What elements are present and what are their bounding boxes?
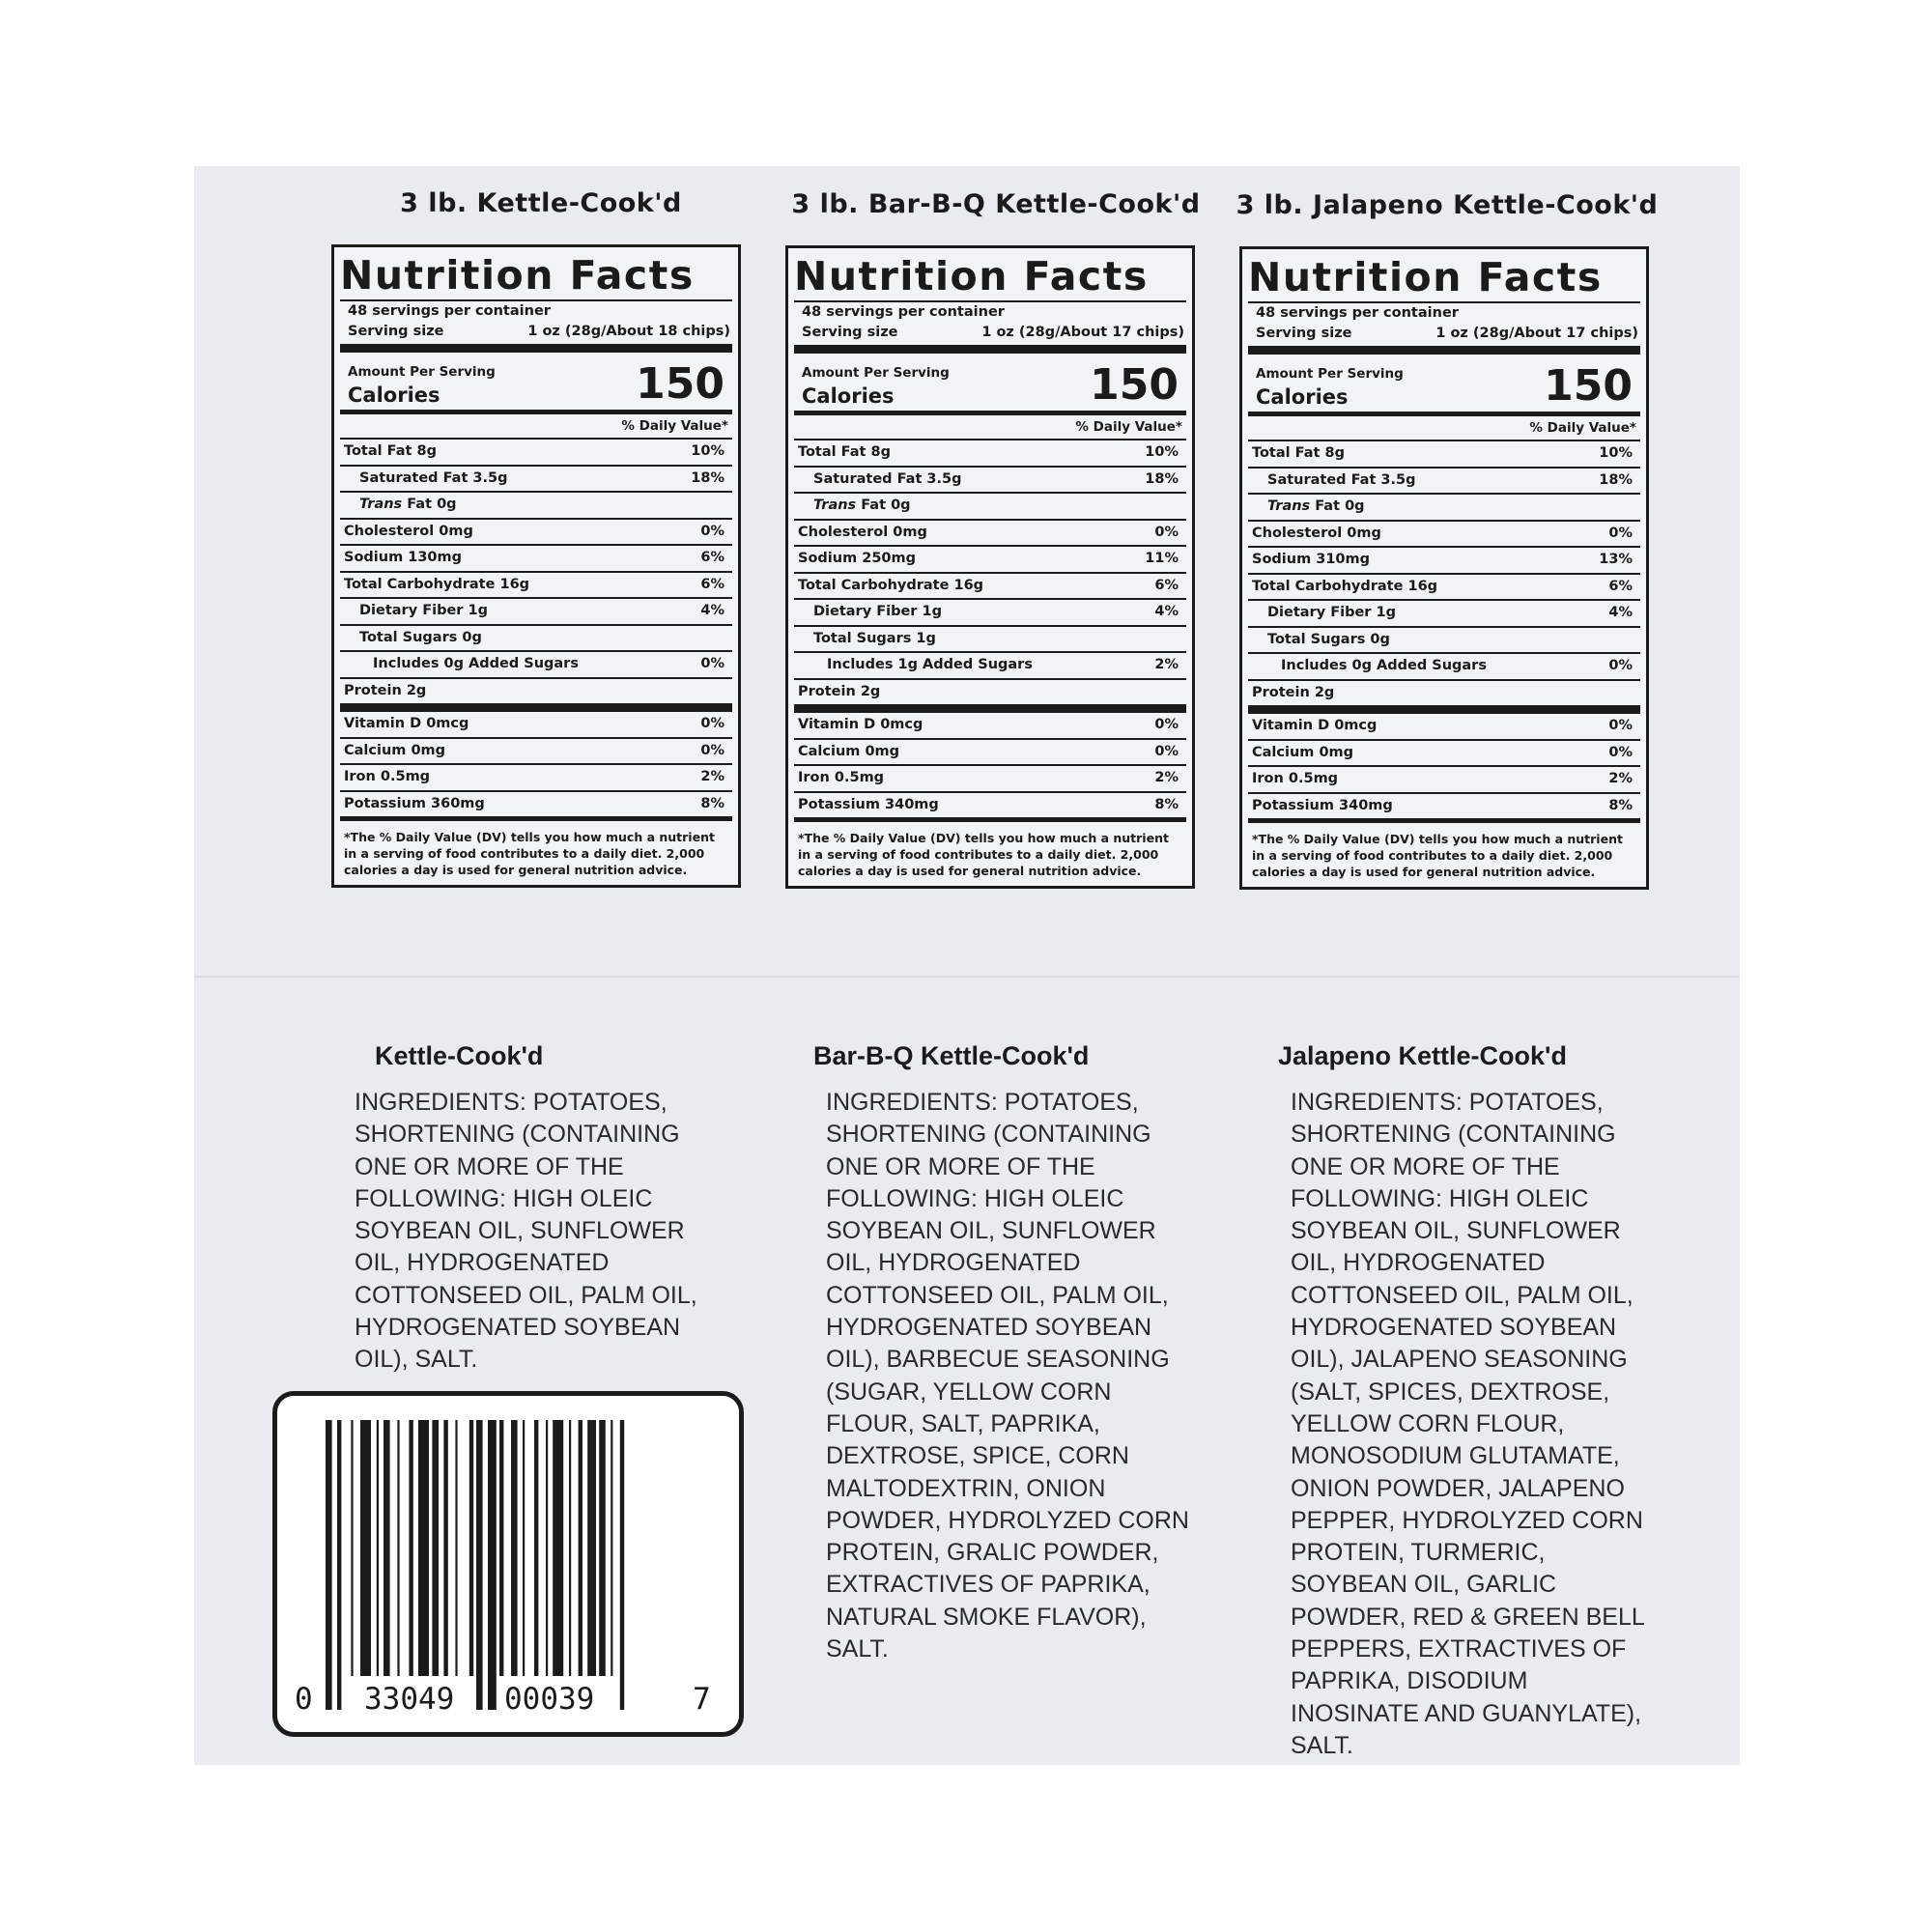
ingredient-line: (SUGAR, YELLOW CORN xyxy=(826,1378,1112,1406)
vitamin-row xyxy=(340,792,732,817)
ingredient-line: SOYBEAN OIL, SUNFLOWER xyxy=(1291,1217,1621,1245)
nutrient-row xyxy=(794,600,1186,627)
nutrient-dv: 18% xyxy=(691,469,724,486)
ingredients-title-bbq: Bar-B-Q Kettle-Cook'd xyxy=(813,1041,1090,1070)
vitamin-name: Potassium 340mg xyxy=(1252,797,1393,813)
nutrient-name: Total Carbohydrate 16g xyxy=(1252,578,1438,594)
barcode-bar xyxy=(351,1420,353,1676)
vitamin-row xyxy=(340,739,732,766)
ingredient-line: HYDROGENATED SOYBEAN xyxy=(355,1314,681,1342)
ingredient-line: PAPRIKA, DISODIUM xyxy=(1291,1667,1528,1695)
serving-size-value: 1 oz (28g/About 17 chips) xyxy=(1435,326,1638,341)
amount-per-serving: Amount Per Serving xyxy=(348,364,496,380)
nutrient-row xyxy=(794,547,1186,574)
vitamin-name: Iron 0.5mg xyxy=(1252,771,1339,786)
ingredient-line: ONE OR MORE OF THE xyxy=(826,1152,1095,1180)
nutrient-row xyxy=(1248,522,1640,549)
vitamin-name: Iron 0.5mg xyxy=(798,770,885,785)
nutrient-name: Saturated Fat 3.5g xyxy=(1267,471,1416,488)
serving-size-label: Serving size xyxy=(802,325,898,340)
barcode-digit-lead: 0 xyxy=(295,1682,313,1717)
barcode-bar xyxy=(579,1420,582,1676)
vitamin-name: Vitamin D 0mcg xyxy=(344,716,469,731)
barcode-bar xyxy=(360,1420,371,1676)
ingredient-line: INGREDIENTS: POTATOES, xyxy=(1291,1089,1604,1116)
vitamin-name: Calcium 0mg xyxy=(1252,744,1354,760)
nutrient-row xyxy=(794,440,1186,468)
vitamin-dv: 0% xyxy=(1608,718,1633,733)
nutrient-row xyxy=(340,546,732,573)
nutrient-dv: 2% xyxy=(1154,657,1179,672)
ingredient-line: OIL), SALT. xyxy=(355,1346,478,1374)
barcode-bar xyxy=(499,1420,503,1676)
ingredient-line: FOLLOWING: HIGH OLEIC xyxy=(1291,1184,1589,1212)
barcode-digits-right: 00039 xyxy=(504,1682,595,1717)
servings-per-container: 48 servings per container xyxy=(802,304,1005,320)
upc-barcode xyxy=(272,1391,744,1737)
ingredient-line: MALTODEXTRIN, ONION xyxy=(826,1474,1106,1502)
nutrient-name: Dietary Fiber 1g xyxy=(813,604,942,619)
ingredient-line: PEPPERS, EXTRACTIVES OF xyxy=(1291,1635,1627,1663)
nutrient-dv: 0% xyxy=(1154,524,1179,540)
ingredient-line: SHORTENING (CONTAINING xyxy=(826,1121,1151,1149)
ingredient-line: INGREDIENTS: POTATOES, xyxy=(826,1089,1139,1116)
nutrient-row xyxy=(794,574,1186,601)
nutrient-name: Includes 0g Added Sugars xyxy=(373,656,579,671)
ingredient-line: COTTONSEED OIL, PALM OIL, xyxy=(1291,1281,1634,1309)
ingredient-line: MONOSODIUM GLUTAMATE, xyxy=(1291,1442,1620,1470)
nutrient-dv: 6% xyxy=(1608,578,1633,594)
ingredient-line: DEXTROSE, SPICE, CORN xyxy=(826,1442,1129,1470)
ingredient-line: OIL, HYDROGENATED xyxy=(355,1249,610,1277)
nutrient-name: Dietary Fiber 1g xyxy=(1267,605,1396,620)
ingredients-title-jalapeno: Jalapeno Kettle-Cook'd xyxy=(1278,1041,1567,1070)
calories-label: Calories xyxy=(348,384,440,407)
nutrient-row xyxy=(1248,495,1640,522)
nutrient-name: Protein 2g xyxy=(344,682,427,698)
ingredient-line: ONION POWDER, JALAPENO xyxy=(1291,1474,1625,1502)
barcode-bar xyxy=(455,1420,457,1676)
vitamin-name: Vitamin D 0mcg xyxy=(1252,718,1378,733)
nutrient-row xyxy=(340,573,732,600)
vitamin-row xyxy=(1248,767,1640,794)
nutrient-name: Total Sugars 0g xyxy=(1267,631,1390,647)
ingredient-line: POWDER, HYDROLYZED CORN xyxy=(826,1506,1189,1534)
nutrient-name: Protein 2g xyxy=(798,683,881,699)
nutrient-name: Protein 2g xyxy=(1252,684,1335,700)
nutrient-name: Sodium 250mg xyxy=(798,551,916,566)
calories-value: 150 xyxy=(636,359,724,409)
serving-size xyxy=(794,322,1186,343)
ingredients-title-original: Kettle-Cook'd xyxy=(375,1041,544,1070)
barcode-bar xyxy=(599,1420,606,1676)
nutrient-name: Sodium 310mg xyxy=(1252,552,1370,567)
nutrient-name: Total Fat 8g xyxy=(344,443,437,459)
nutrient-name: Total Fat 8g xyxy=(1252,445,1345,461)
barcode-bar xyxy=(377,1420,379,1676)
ingredient-line: FOLLOWING: HIGH OLEIC xyxy=(355,1184,653,1212)
ingredient-line: SOYBEAN OIL, GARLIC xyxy=(1291,1571,1557,1599)
vitamin-dv: 0% xyxy=(1608,744,1633,760)
ingredient-line: INOSINATE AND GUANYLATE), xyxy=(1291,1699,1642,1727)
vitamin-name: Potassium 360mg xyxy=(344,795,485,811)
ingredient-line: SALT. xyxy=(826,1635,889,1663)
ingredient-line: COTTONSEED OIL, PALM OIL, xyxy=(355,1281,697,1309)
nutrient-dv: 0% xyxy=(1608,658,1633,673)
barcode-bar xyxy=(326,1420,332,1710)
nutrient-row xyxy=(340,467,732,494)
nutrient-dv: 6% xyxy=(700,576,724,592)
nutrient-dv: 10% xyxy=(1145,444,1179,460)
ingredients-list-original xyxy=(355,1087,722,1377)
nutrient-dv: 4% xyxy=(1608,605,1633,620)
barcode-bar xyxy=(587,1420,596,1676)
daily-value-footnote: *The % Daily Value (DV) tells you how much a nutrient in a serving of food contributes to a daily diet. 2,000 calories a day is used for general nutrition advice. xyxy=(798,831,1169,878)
ingredient-line: HYDROGENATED SOYBEAN xyxy=(826,1314,1152,1342)
barcode-bar xyxy=(511,1420,518,1676)
barcode-bar xyxy=(488,1420,497,1710)
nutrient-name: Dietary Fiber 1g xyxy=(359,603,488,618)
ingredient-line: ONE OR MORE OF THE xyxy=(355,1152,624,1180)
nutrient-name: Total Carbohydrate 16g xyxy=(798,577,984,593)
serving-size-value: 1 oz (28g/About 17 chips) xyxy=(981,325,1184,340)
nutrition-heading-jalapeno: 3 lb. Jalapeno Kettle-Cook'd xyxy=(1236,190,1659,220)
nutrient-row xyxy=(340,599,732,626)
barcode-bar xyxy=(611,1420,612,1676)
vitamin-row xyxy=(1248,714,1640,741)
ingredient-line: FLOUR, SALT, PAPRIKA, xyxy=(826,1409,1100,1437)
nutrient-row xyxy=(340,679,732,704)
calories-block xyxy=(340,353,732,407)
nutrient-name: Total Sugars 0g xyxy=(359,629,482,645)
vitamin-name: Calcium 0mg xyxy=(344,742,446,758)
nutrient-row xyxy=(1248,601,1640,628)
calories-value: 150 xyxy=(1090,360,1179,410)
nutrient-row xyxy=(794,653,1186,680)
nutrient-name: Saturated Fat 3.5g xyxy=(359,469,508,486)
barcode-bar xyxy=(409,1420,412,1676)
vitamin-row xyxy=(794,713,1186,740)
serving-size-label: Serving size xyxy=(1256,326,1352,341)
nutrient-dv: 6% xyxy=(1154,577,1179,593)
barcode-bar xyxy=(553,1420,563,1676)
nutrient-name: Total Fat 8g xyxy=(798,444,891,460)
nutrient-row xyxy=(1248,628,1640,655)
nutrient-row xyxy=(794,468,1186,495)
ingredient-line: COTTONSEED OIL, PALM OIL, xyxy=(826,1281,1169,1309)
barcode-digit-check: 7 xyxy=(693,1682,711,1717)
nutrient-row xyxy=(340,520,732,547)
ingredient-line: ONE OR MORE OF THE xyxy=(1291,1152,1560,1180)
barcode-bar xyxy=(569,1420,571,1676)
ingredient-line: INGREDIENTS: POTATOES, xyxy=(355,1089,668,1116)
barcode-digits xyxy=(277,1682,739,1720)
nutrient-dv: 18% xyxy=(1599,471,1633,488)
nutrient-dv: 4% xyxy=(700,603,724,618)
nutrient-dv: 10% xyxy=(691,443,724,459)
vitamin-row xyxy=(340,765,732,792)
amount-per-serving: Amount Per Serving xyxy=(802,365,950,381)
nutrient-row xyxy=(794,680,1186,705)
servings-per-container: 48 servings per container xyxy=(1256,305,1459,321)
vitamin-row xyxy=(340,712,732,739)
ingredients-list-bbq xyxy=(826,1087,1193,1665)
nutrition-heading-original: 3 lb. Kettle-Cook'd xyxy=(400,188,682,218)
nutrient-name: Trans Fat 0g xyxy=(813,497,911,513)
ingredient-line: SOYBEAN OIL, SUNFLOWER xyxy=(826,1217,1156,1245)
nutrient-name: Saturated Fat 3.5g xyxy=(813,470,962,487)
nutrient-row xyxy=(1248,575,1640,602)
vitamin-dv: 8% xyxy=(1608,797,1633,813)
barcode-bar xyxy=(337,1420,341,1710)
calories-block xyxy=(794,354,1186,408)
nutrient-dv: 0% xyxy=(700,523,724,539)
vitamin-dv: 0% xyxy=(1154,717,1179,732)
calories-label: Calories xyxy=(1256,385,1349,409)
nutrient-row xyxy=(1248,469,1640,496)
nutrient-dv: 13% xyxy=(1599,552,1633,567)
ingredient-line: EXTRACTIVES OF PAPRIKA, xyxy=(826,1571,1151,1599)
barcode-digits-left: 33049 xyxy=(364,1682,455,1717)
barcode-bar xyxy=(432,1420,439,1676)
vitamin-dv: 2% xyxy=(1154,770,1179,785)
nutrition-facts-title: Nutrition Facts xyxy=(1248,254,1603,300)
nutrient-row xyxy=(340,652,732,679)
vitamin-row xyxy=(1248,794,1640,819)
barcode-bar xyxy=(546,1420,548,1676)
ingredient-line: HYDROGENATED SOYBEAN xyxy=(1291,1314,1617,1342)
ingredient-line: PEPPER, HYDROLYZED CORN xyxy=(1291,1506,1643,1534)
vitamin-name: Iron 0.5mg xyxy=(344,769,431,784)
vitamin-dv: 2% xyxy=(1608,771,1633,786)
ingredient-line: YELLOW CORN FLOUR, xyxy=(1291,1409,1565,1437)
ingredient-line: NATURAL SMOKE FLAVOR), xyxy=(826,1603,1147,1631)
nutrient-name: Cholesterol 0mg xyxy=(798,524,927,540)
barcode-bar xyxy=(418,1420,429,1676)
vitamin-row xyxy=(794,793,1186,818)
serving-size-label: Serving size xyxy=(348,324,444,339)
nutrient-dv: 6% xyxy=(700,550,724,565)
nutrient-row xyxy=(1248,654,1640,681)
barcode-bar xyxy=(476,1420,483,1710)
daily-value-footnote: *The % Daily Value (DV) tells you how much a nutrient in a serving of food contributes to a daily diet. 2,000 calories a day is used for general nutrition advice. xyxy=(344,830,715,877)
nutrient-row xyxy=(340,493,732,520)
calories-value: 150 xyxy=(1544,361,1633,411)
nutrient-dv: 18% xyxy=(1145,470,1179,487)
nutrient-name: Total Sugars 1g xyxy=(813,630,936,646)
barcode-bar xyxy=(523,1420,525,1676)
vitamin-dv: 8% xyxy=(1154,796,1179,812)
nutrient-row xyxy=(794,521,1186,548)
daily-value-footnote: *The % Daily Value (DV) tells you how much a nutrient in a serving of food contributes to a daily diet. 2,000 calories a day is used for general nutrition advice. xyxy=(1252,832,1623,879)
nutrient-row xyxy=(340,626,732,653)
ingredient-line: SALT. xyxy=(1291,1731,1353,1759)
nutrition-facts-jalapeno xyxy=(1239,246,1649,890)
nutrient-row xyxy=(340,440,732,467)
nutrient-row xyxy=(1248,441,1640,469)
barcode-bar xyxy=(469,1420,473,1676)
ingredient-line: SHORTENING (CONTAINING xyxy=(355,1121,680,1149)
ingredients-list-jalapeno xyxy=(1291,1087,1658,1762)
nutrient-name: Trans Fat 0g xyxy=(359,497,457,512)
daily-value-header: % Daily Value* xyxy=(794,415,1186,440)
nutrient-row xyxy=(1248,548,1640,575)
calories-block xyxy=(1248,355,1640,409)
ingredient-line: SHORTENING (CONTAINING xyxy=(1291,1121,1616,1149)
daily-value-header: % Daily Value* xyxy=(1248,416,1640,441)
vitamin-dv: 8% xyxy=(700,795,724,811)
ingredient-line: FOLLOWING: HIGH OLEIC xyxy=(826,1184,1124,1212)
nutrient-dv: 4% xyxy=(1154,604,1179,619)
nutrient-name: Cholesterol 0mg xyxy=(344,523,473,539)
nutrition-facts-title: Nutrition Facts xyxy=(794,253,1149,299)
ingredient-line: PROTEIN, TURMERIC, xyxy=(1291,1539,1546,1567)
nutrient-row xyxy=(794,627,1186,654)
nutrient-dv: 0% xyxy=(700,656,724,671)
nutrient-name: Total Carbohydrate 16g xyxy=(344,576,530,592)
vitamin-row xyxy=(1248,741,1640,768)
nutrition-facts-original xyxy=(331,244,741,888)
nutrient-name: Includes 1g Added Sugars xyxy=(827,657,1033,672)
serving-size-value: 1 oz (28g/About 18 chips) xyxy=(527,324,730,339)
barcode-bar xyxy=(384,1420,390,1676)
vitamin-name: Potassium 340mg xyxy=(798,796,939,812)
barcode-bar xyxy=(443,1420,447,1676)
vitamin-dv: 0% xyxy=(700,716,724,731)
nutrient-name: Includes 0g Added Sugars xyxy=(1281,658,1487,673)
ingredient-line: SOYBEAN OIL, SUNFLOWER xyxy=(355,1217,685,1245)
nutrient-row xyxy=(794,494,1186,521)
serving-size xyxy=(1248,323,1640,344)
vitamin-name: Calcium 0mg xyxy=(798,743,900,759)
serving-size xyxy=(340,321,732,342)
ingredient-line: POWDER, RED & GREEN BELL xyxy=(1291,1603,1645,1631)
calories-label: Calories xyxy=(802,384,895,408)
vitamin-dv: 0% xyxy=(1154,743,1179,759)
nutrient-name: Cholesterol 0mg xyxy=(1252,525,1381,541)
daily-value-header: % Daily Value* xyxy=(340,414,732,440)
ingredient-line: OIL, HYDROGENATED xyxy=(826,1249,1081,1277)
nutrition-heading-bbq: 3 lb. Bar-B-Q Kettle-Cook'd xyxy=(791,189,1201,219)
nutrition-facts-title: Nutrition Facts xyxy=(340,252,695,298)
ingredient-line: PROTEIN, GRALIC POWDER, xyxy=(826,1539,1159,1567)
nutrient-name: Sodium 130mg xyxy=(344,550,462,565)
ingredient-line: OIL), JALAPENO SEASONING xyxy=(1291,1346,1628,1374)
vitamin-row xyxy=(794,766,1186,793)
barcode-bar xyxy=(620,1420,624,1710)
vitamin-row xyxy=(794,740,1186,767)
ingredient-line: (SALT, SPICES, DEXTROSE, xyxy=(1291,1378,1610,1406)
amount-per-serving: Amount Per Serving xyxy=(1256,366,1404,382)
vitamin-dv: 0% xyxy=(700,742,724,758)
nutrient-dv: 0% xyxy=(1608,525,1633,541)
barcode-bar xyxy=(397,1420,399,1676)
servings-per-container: 48 servings per container xyxy=(348,303,551,319)
ingredient-line: OIL, HYDROGENATED xyxy=(1291,1249,1546,1277)
barcode-bar xyxy=(534,1420,538,1676)
nutrient-name: Trans Fat 0g xyxy=(1267,498,1365,514)
nutrition-facts-bbq xyxy=(785,245,1195,889)
nutrient-dv: 10% xyxy=(1599,445,1633,461)
ingredient-line: OIL), BARBECUE SEASONING xyxy=(826,1346,1170,1374)
fold-line xyxy=(194,976,1740,978)
vitamin-name: Vitamin D 0mcg xyxy=(798,717,923,732)
vitamin-dv: 2% xyxy=(700,769,724,784)
nutrient-dv: 11% xyxy=(1145,551,1179,566)
nutrient-row xyxy=(1248,681,1640,706)
